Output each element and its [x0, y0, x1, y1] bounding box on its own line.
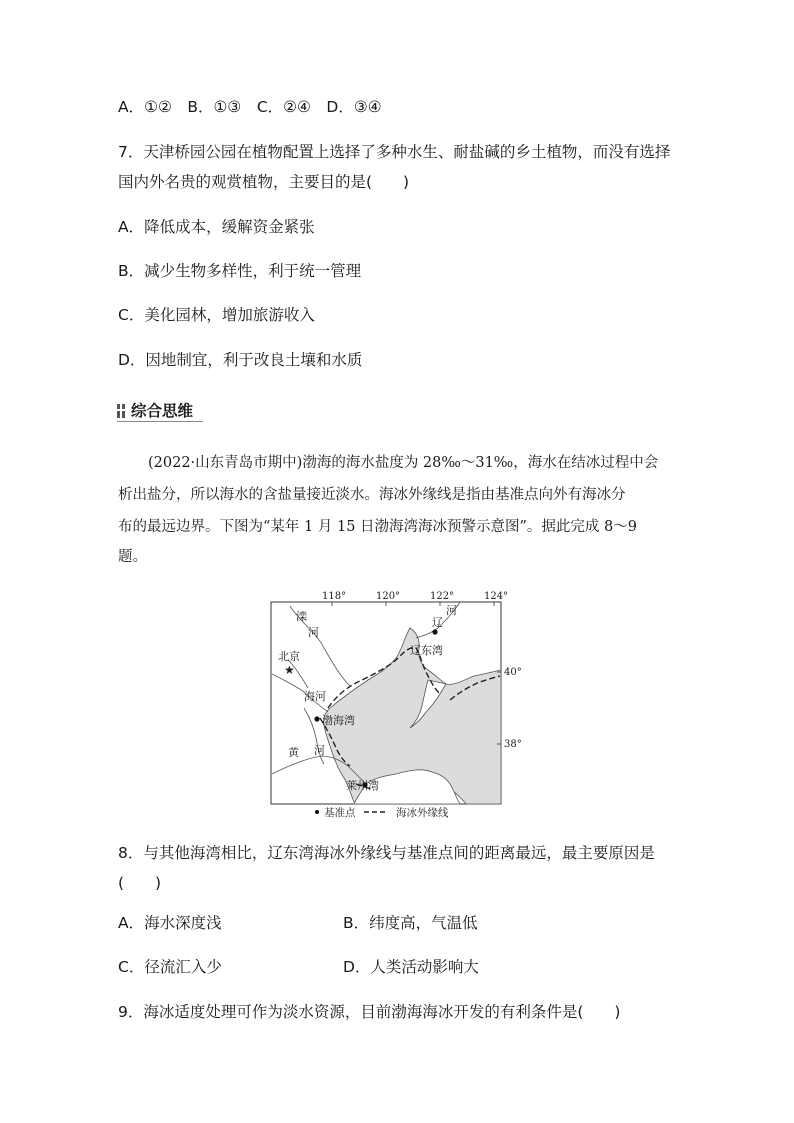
q8-option-a: A．海水深度浅	[118, 914, 222, 932]
label-liao-he: 河	[446, 604, 457, 617]
label-laizhouwan: 莱州湾	[346, 779, 379, 792]
q7-option-c: C．美化园林，增加旅游收入	[118, 306, 315, 324]
label-haihe: 海河	[304, 690, 326, 703]
q7-option-b: B．减少生物多样性，利于统一管理	[118, 262, 362, 280]
passage-line1: (2022·山东青岛市期中)渤海的海水盐度为 28‰～31‰，海水在结冰过程中会	[148, 455, 659, 471]
bohai-sea-ice-map	[270, 588, 522, 820]
lon-label-120: 120°	[376, 591, 401, 602]
lon-label-118: 118°	[322, 591, 347, 602]
passage-line3: 布的最远边界。下图为“某年 1 月 15 日渤海湾海冰预警示意图”。据此完成 8～9	[118, 519, 637, 535]
q7-stem-line1: 7．天津桥园公园在植物配置上选择了多种水生、耐盐碱的乡土植物，而没有选择	[118, 143, 671, 161]
lat-label-38: 38°	[504, 739, 522, 750]
label-huang: 黄	[288, 746, 299, 759]
label-liao: 辽	[432, 616, 443, 629]
q8-stem-line1: 8．与其他海湾相比，辽东湾海冰外缘线与基准点间的距离最远，最主要原因是	[118, 844, 655, 862]
datum-point-bohaiwan	[314, 716, 319, 721]
legend-line-label: 海冰外缘线	[396, 807, 449, 819]
label-bohaiwan: 渤海湾	[322, 714, 355, 727]
q8-option-d: D．人类活动影响大	[343, 958, 479, 976]
label-luan-he: 河	[308, 626, 319, 639]
section-marker-icon	[117, 404, 125, 418]
section-header	[117, 401, 203, 421]
legend-point-label: 基准点	[324, 807, 356, 819]
label-beijing: 北京	[278, 650, 300, 663]
passage-line4: 题。	[118, 549, 147, 565]
section-underline	[117, 421, 203, 422]
q7-option-a: A．降低成本，缓解资金紧张	[118, 218, 315, 236]
q8-stem-line2: ( )	[118, 874, 162, 892]
beijing-star-icon: ★	[284, 663, 295, 677]
lon-label-122: 122°	[430, 591, 455, 602]
label-luan: 滦	[296, 610, 307, 623]
q7-option-d: D．因地制宜，利于改良土壤和水质	[118, 351, 363, 369]
q7-stem-line2: 国内外名贵的观赏植物，主要目的是( )	[118, 173, 410, 191]
q8-option-c: C．径流汇入少	[118, 958, 222, 976]
label-huang-he: 河	[314, 744, 325, 757]
q9-stem: 9．海冰适度处理可作为淡水资源，目前渤海海冰开发的有利条件是( )	[118, 1003, 621, 1021]
lat-label-40: 40°	[504, 667, 522, 678]
lon-label-124: 124°	[484, 591, 509, 602]
legend-point-icon	[315, 810, 319, 814]
label-liaodongwan: 辽东湾	[410, 644, 443, 657]
q6-options: A．①② B．①③ C．②④ D．③④	[118, 98, 382, 116]
section-title: 综合思维	[131, 402, 194, 420]
datum-point-liaodongwan	[432, 629, 437, 634]
passage-line2: 析出盐分，所以海水的含盐量接近淡水。海冰外缘线是指由基准点向外有海冰分	[118, 487, 626, 503]
q8-option-b: B．纬度高，气温低	[343, 914, 478, 932]
